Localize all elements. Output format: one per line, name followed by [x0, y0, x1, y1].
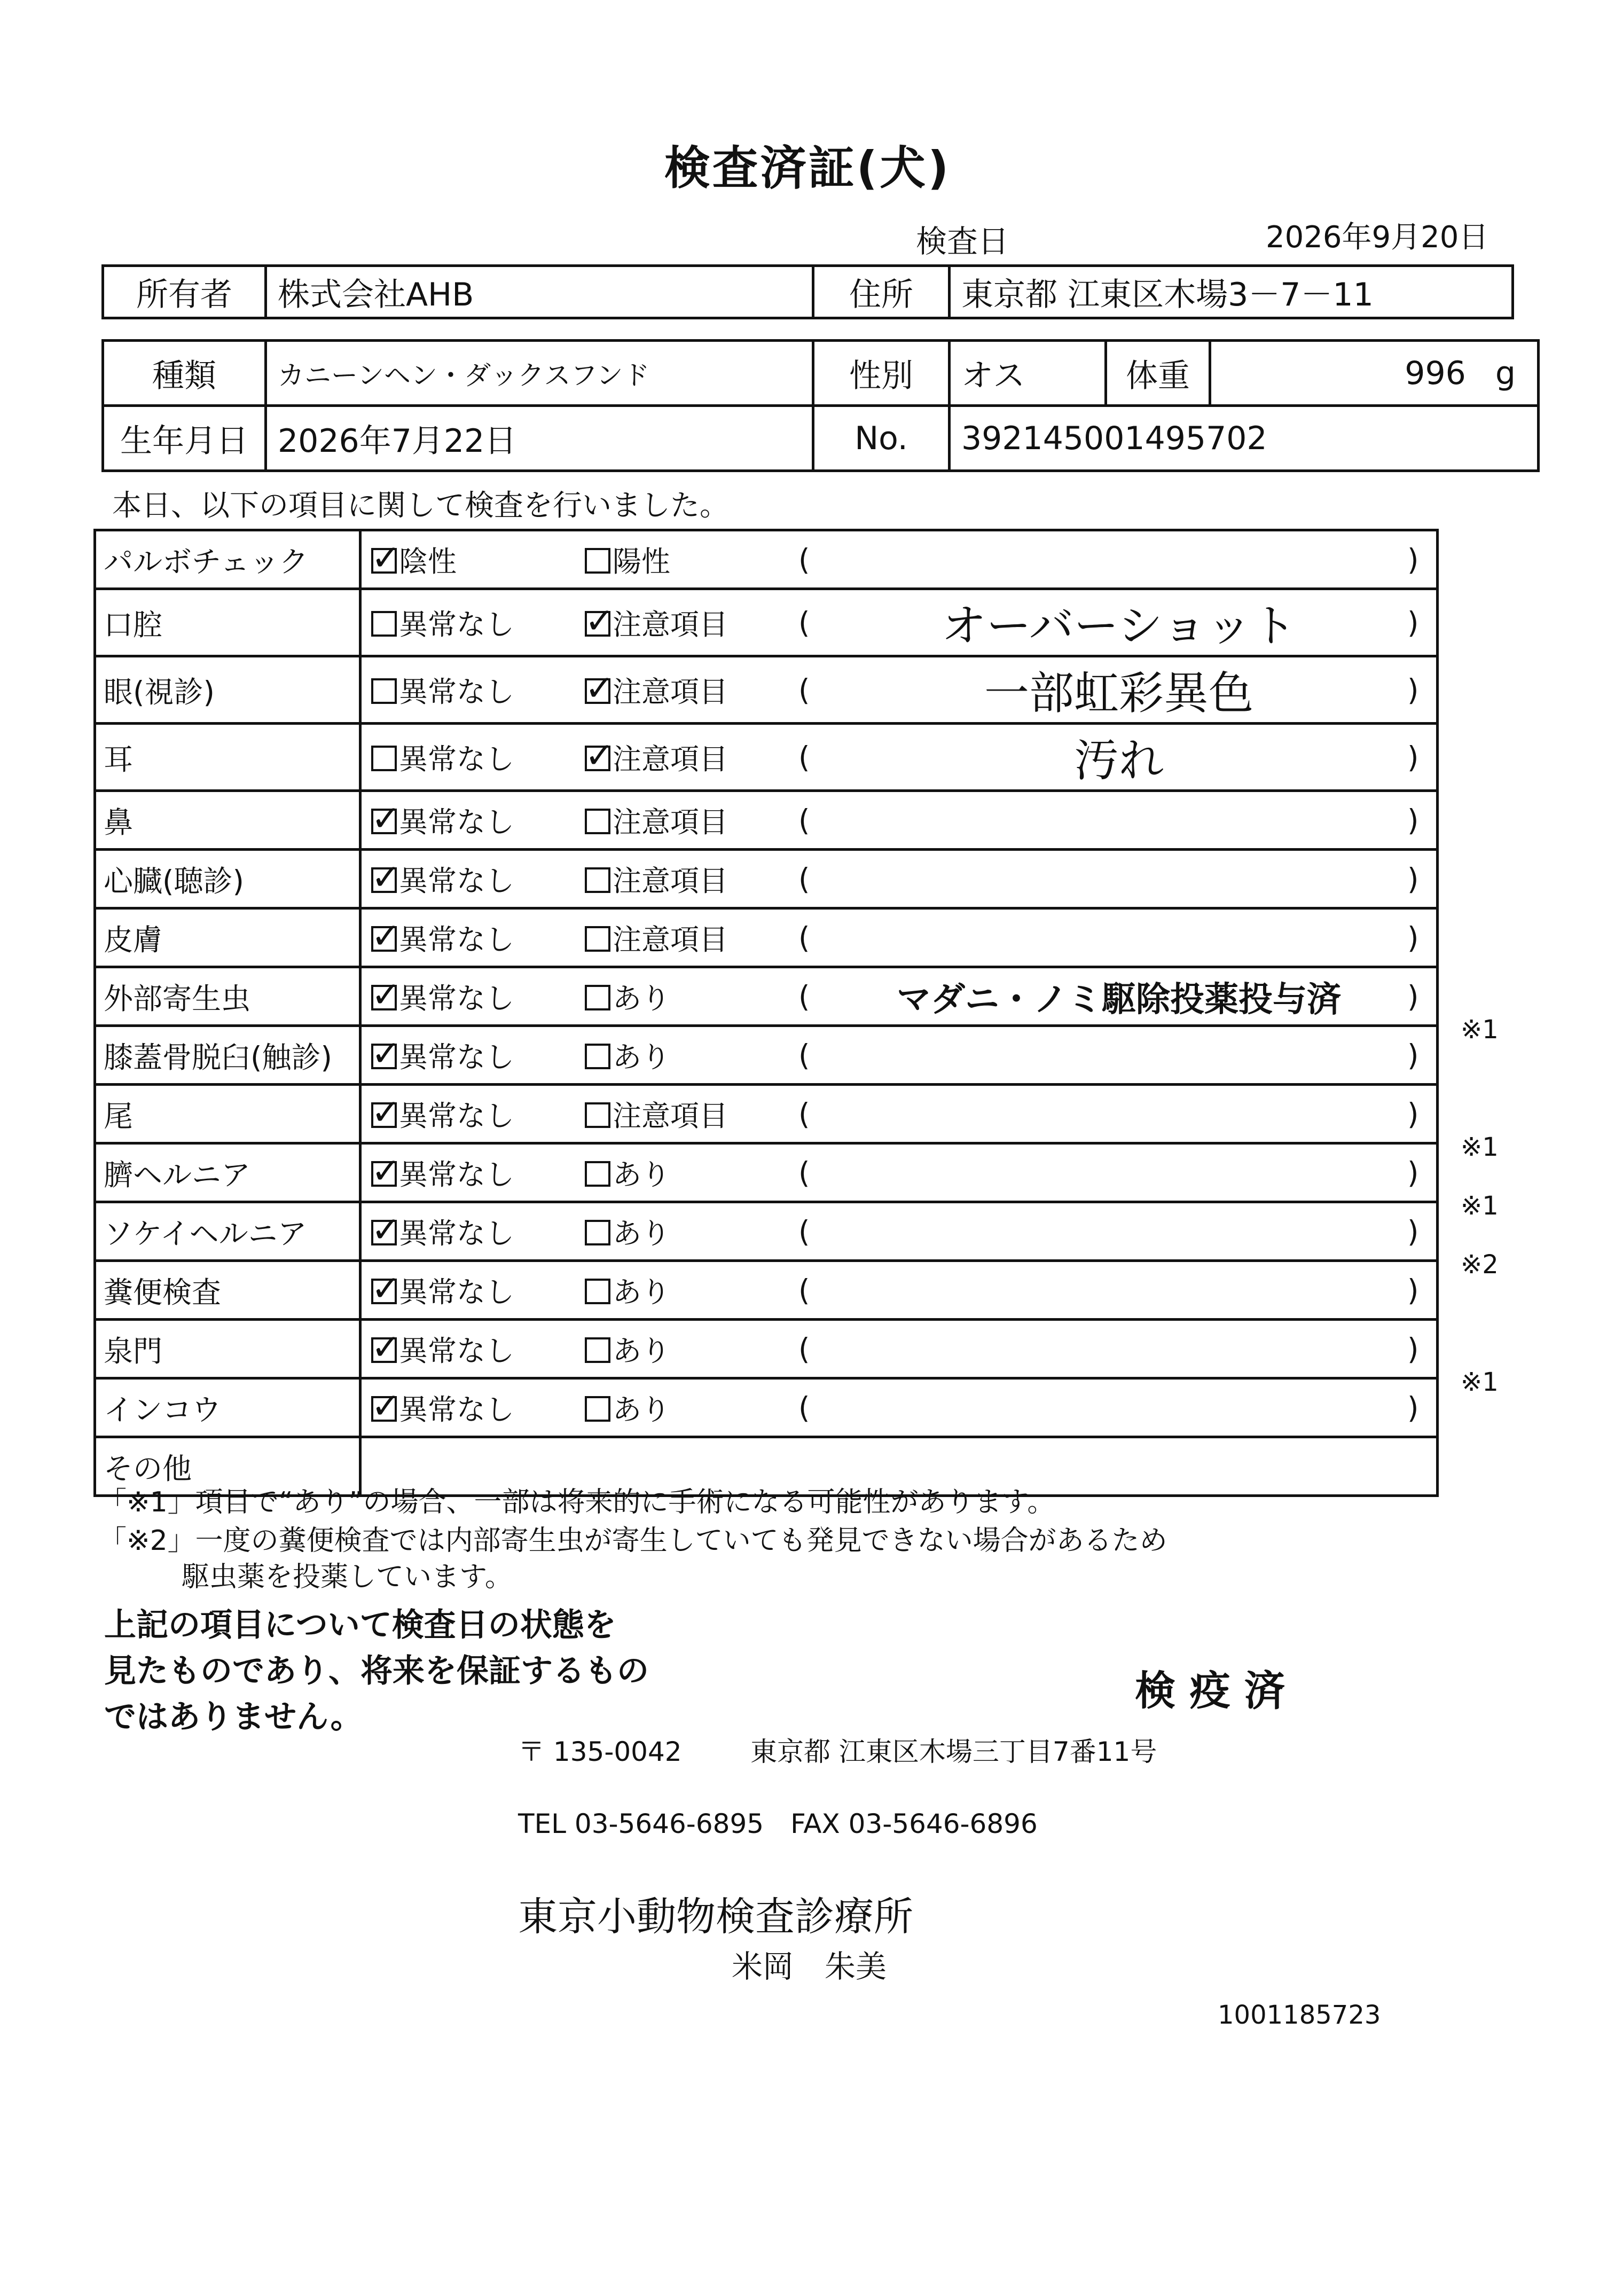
- paren-close: ): [1407, 1096, 1419, 1131]
- item-label: 耳: [104, 742, 134, 777]
- checkbox-option-1[interactable]: [371, 917, 585, 958]
- checklist-table: [93, 529, 1439, 1497]
- result-cell: [360, 656, 1438, 724]
- breed-label: 種類: [103, 341, 266, 406]
- checkbox-label: 注意項目: [613, 864, 728, 898]
- item-cell: [95, 908, 360, 967]
- checkbox-option-2[interactable]: [585, 1270, 798, 1311]
- paren-open: (: [798, 920, 810, 955]
- checkbox-option-2[interactable]: [585, 1328, 798, 1369]
- checkbox-icon[interactable]: [585, 668, 615, 709]
- paren-close: ): [1407, 1155, 1419, 1190]
- checkbox-option-2[interactable]: [585, 669, 798, 710]
- checklist-row: [95, 589, 1438, 656]
- result-cell: [360, 908, 1438, 967]
- item-cell: [95, 1378, 360, 1437]
- checkbox-label: 異常なし: [399, 923, 514, 957]
- checkbox-label: 異常なし: [399, 1217, 514, 1250]
- other-label: その他: [104, 1452, 192, 1486]
- checkbox-option-1[interactable]: [371, 669, 585, 710]
- paren-close: ): [1407, 542, 1419, 577]
- result-cell: [360, 530, 1438, 589]
- checkbox-icon[interactable]: [371, 915, 401, 957]
- item-cell: [95, 1202, 360, 1261]
- checkbox-label: 異常なし: [399, 1393, 514, 1427]
- checklist-row: [95, 656, 1438, 724]
- checklist-row: [95, 1378, 1438, 1437]
- checkbox-option-1[interactable]: [371, 1152, 585, 1193]
- checkbox-label: あり: [613, 1393, 670, 1427]
- checklist-row: [95, 791, 1438, 850]
- checkbox-label: あり: [613, 1275, 670, 1309]
- paren-open: (: [798, 1214, 810, 1249]
- checkbox-option-1[interactable]: [371, 1270, 585, 1311]
- item-label: 心臓(聴診): [104, 864, 244, 898]
- weight-unit: g: [1495, 354, 1516, 392]
- checkbox-option-2[interactable]: [585, 1035, 798, 1076]
- sex-label: 性別: [813, 341, 950, 406]
- result-cell: [360, 850, 1438, 908]
- paren-close: ): [1407, 803, 1419, 837]
- checkbox-icon[interactable]: [585, 867, 610, 893]
- paren-close: ): [1407, 605, 1419, 640]
- checkbox-option-2[interactable]: [585, 1211, 798, 1252]
- item-label: 膝蓋骨脱臼(触診): [104, 1040, 332, 1075]
- checklist-row: [95, 908, 1438, 967]
- checkbox-label: 注意項目: [613, 923, 728, 957]
- paren-open: (: [798, 1038, 810, 1072]
- paren-close: ): [1407, 740, 1419, 774]
- breed-value: カニーンヘン・ダックスフンド: [266, 341, 813, 406]
- checkbox-option-2[interactable]: [585, 800, 798, 841]
- checkbox-option-2[interactable]: [585, 1152, 798, 1193]
- checkbox-icon[interactable]: [585, 600, 615, 641]
- checkbox-label: 異常なし: [399, 864, 514, 898]
- owner-table: [101, 264, 1514, 319]
- result-cell: [360, 1026, 1438, 1085]
- checkbox-icon[interactable]: [585, 985, 610, 1010]
- intro-text: 本日、以下の項目に関して検査を行いました。: [112, 488, 730, 522]
- result-cell: [360, 589, 1438, 656]
- item-cell: [95, 791, 360, 850]
- checkbox-label: あり: [613, 982, 670, 1015]
- animal-table: [101, 339, 1540, 472]
- checkbox-option-2[interactable]: [585, 858, 798, 899]
- clinic-tel-fax: TEL 03-5646-6895 FAX 03-5646-6896: [518, 1808, 1038, 1839]
- checkbox-label: あり: [613, 1158, 670, 1192]
- row-note: ※1: [1461, 1191, 1499, 1221]
- checkbox-icon[interactable]: [585, 1044, 610, 1069]
- checklist-row: [95, 1202, 1438, 1261]
- item-label: 外部寄生虫: [104, 982, 251, 1016]
- item-label: 臍ヘルニア: [104, 1158, 251, 1192]
- check-mark-icon: ✓: [371, 1092, 401, 1133]
- item-label: 泉門: [104, 1334, 163, 1368]
- footnote-2-line-1: 「※2」一度の糞便検査では内部寄生虫が寄生していても発見できない場合があるため: [99, 1525, 1167, 1557]
- paren-open: (: [798, 1096, 810, 1131]
- checkbox-option-1[interactable]: [371, 800, 585, 841]
- check-mark-icon: ✓: [585, 735, 615, 776]
- item-cell: [95, 1026, 360, 1085]
- weight-label: 体重: [1106, 341, 1210, 406]
- paren-open: (: [798, 1273, 810, 1307]
- item-label: ソケイヘルニア: [104, 1217, 307, 1251]
- no-label: No.: [813, 406, 950, 471]
- result-cell: [360, 1202, 1438, 1261]
- checklist-row: [95, 967, 1438, 1026]
- checkbox-icon[interactable]: [585, 1337, 610, 1363]
- checkbox-icon[interactable]: [371, 1209, 401, 1250]
- row-note: ※2: [1461, 1250, 1499, 1280]
- checkbox-option-2[interactable]: [585, 736, 798, 778]
- item-label: インコウ: [104, 1393, 222, 1427]
- weight-cell: [1210, 341, 1539, 406]
- item-cell: [95, 967, 360, 1026]
- birth-value: 2026年7月22日: [266, 406, 813, 471]
- paren-close: ): [1407, 1038, 1419, 1072]
- checkbox-icon[interactable]: [371, 1268, 401, 1309]
- inspection-date: 2026年9月20日: [1266, 220, 1489, 255]
- result-cell: [360, 967, 1438, 1026]
- checkbox-label: 注意項目: [613, 675, 728, 709]
- checkbox-option-1[interactable]: [371, 1387, 585, 1428]
- checkbox-label: あり: [613, 1217, 670, 1250]
- checkbox-label: 異常なし: [399, 1275, 514, 1309]
- paren-close: ): [1407, 1331, 1419, 1366]
- paren-open: (: [798, 1390, 810, 1425]
- checkbox-label: 注意項目: [613, 1099, 728, 1133]
- checkbox-label: 陰性: [399, 545, 457, 578]
- result-cell: [360, 1143, 1438, 1202]
- checkbox-icon[interactable]: [585, 1279, 610, 1304]
- checkbox-icon[interactable]: [371, 611, 397, 637]
- check-mark-icon: ✓: [371, 1327, 401, 1368]
- comment-text: 汚れ: [1073, 734, 1164, 787]
- checklist-row: [95, 1261, 1438, 1320]
- paren-open: (: [798, 979, 810, 1014]
- checkbox-option-2[interactable]: [585, 1387, 798, 1428]
- item-label: パルボチェック: [104, 545, 309, 579]
- checkbox-icon[interactable]: [585, 735, 615, 776]
- checklist-row: [95, 1320, 1438, 1378]
- checklist-row: [95, 1026, 1438, 1085]
- checkbox-icon[interactable]: [585, 1161, 610, 1187]
- checklist-row: [95, 850, 1438, 908]
- check-mark-icon: ✓: [371, 537, 401, 578]
- paren-open: (: [798, 861, 810, 896]
- item-label: 尾: [104, 1099, 134, 1133]
- checkbox-icon[interactable]: [371, 746, 397, 771]
- paren-open: (: [798, 740, 810, 774]
- checkbox-option-1[interactable]: [371, 976, 585, 1017]
- check-mark-icon: ✓: [371, 1033, 401, 1074]
- comment-text: マダニ・ノミ駆除投薬投与済: [897, 979, 1341, 1020]
- checkbox-label: 異常なし: [399, 742, 514, 776]
- check-mark-icon: ✓: [585, 600, 615, 641]
- checkbox-option-2[interactable]: [585, 539, 798, 580]
- item-cell: [95, 724, 360, 791]
- checkbox-option-1[interactable]: [371, 1035, 585, 1076]
- check-mark-icon: ✓: [585, 668, 615, 709]
- address-value: 東京都 江東区木場3－7－11: [950, 266, 1513, 318]
- checkbox-option-1[interactable]: [371, 858, 585, 899]
- checkbox-label: 異常なし: [399, 675, 514, 709]
- paren-close: ): [1407, 1390, 1419, 1425]
- checkbox-icon[interactable]: [371, 1150, 401, 1192]
- checkbox-icon[interactable]: [585, 1220, 610, 1245]
- sex-value: オス: [950, 341, 1106, 406]
- paren-close: ): [1407, 979, 1419, 1014]
- item-label: 口腔: [104, 608, 163, 642]
- checkbox-label: 異常なし: [399, 1334, 514, 1368]
- checkbox-icon[interactable]: [371, 1033, 401, 1074]
- paren-close: ): [1407, 672, 1419, 707]
- checkbox-icon[interactable]: [371, 1385, 401, 1427]
- checkbox-icon[interactable]: [585, 809, 610, 834]
- paren-open: (: [798, 605, 810, 640]
- row-note: ※1: [1461, 1367, 1499, 1397]
- paren-close: ): [1407, 920, 1419, 955]
- checkbox-label: 注意項目: [613, 805, 728, 839]
- checkbox-label: あり: [613, 1040, 670, 1074]
- owner-value: 株式会社AHB: [266, 266, 813, 318]
- address-label: 住所: [813, 266, 950, 318]
- result-cell: [360, 1085, 1438, 1143]
- checkbox-label: 異常なし: [399, 1040, 514, 1074]
- footnote-1: 「※1」項目で“あり”の場合、一部は将来的に手術になる可能性があります。: [99, 1486, 1055, 1518]
- checkbox-label: 異常なし: [399, 982, 514, 1015]
- footnote-2-line-2: 駆虫薬を投薬しています。: [182, 1561, 513, 1593]
- inspection-date-label: 検査日: [916, 223, 1009, 260]
- paren-open: (: [798, 1155, 810, 1190]
- item-label: 糞便検査: [104, 1275, 222, 1310]
- checkbox-icon[interactable]: [371, 1327, 401, 1368]
- checkbox-icon[interactable]: [585, 926, 610, 952]
- paren-open: (: [798, 803, 810, 837]
- checkbox-option-2[interactable]: [585, 602, 798, 643]
- item-cell: [95, 1320, 360, 1378]
- checkbox-option-1[interactable]: [371, 539, 585, 580]
- item-label: 皮膚: [104, 923, 163, 957]
- checkbox-option-2[interactable]: [585, 976, 798, 1017]
- document-title: 検査済証(犬): [664, 142, 951, 195]
- birth-label: 生年月日: [103, 406, 266, 471]
- item-cell: [95, 589, 360, 656]
- checkbox-icon[interactable]: [371, 974, 401, 1015]
- check-mark-icon: ✓: [371, 1209, 401, 1250]
- weight-value: 996: [1405, 354, 1466, 392]
- checkbox-option-2[interactable]: [585, 1093, 798, 1134]
- row-note: ※1: [1461, 1015, 1499, 1045]
- checkbox-label: 異常なし: [399, 805, 514, 839]
- checkbox-icon[interactable]: [371, 678, 397, 704]
- item-cell: [95, 656, 360, 724]
- result-cell: [360, 791, 1438, 850]
- result-cell: [360, 1261, 1438, 1320]
- checkbox-option-1[interactable]: [371, 736, 585, 778]
- checklist-row: [95, 1085, 1438, 1143]
- check-mark-icon: ✓: [371, 974, 401, 1015]
- check-mark-icon: ✓: [371, 915, 401, 957]
- result-cell: [360, 1378, 1438, 1437]
- disclaimer: [104, 1602, 649, 1740]
- paren-close: ): [1407, 1214, 1419, 1249]
- checkbox-option-1[interactable]: [371, 602, 585, 643]
- item-cell: [95, 530, 360, 589]
- checkbox-icon[interactable]: [585, 1396, 610, 1422]
- owner-label: 所有者: [103, 266, 266, 318]
- clinic-address: 東京都 江東区木場三丁目7番11号: [750, 1736, 1157, 1767]
- checklist-row: [95, 530, 1438, 589]
- checkbox-option-2[interactable]: [585, 917, 798, 958]
- checkbox-label: 注意項目: [613, 742, 728, 776]
- check-mark-icon: ✓: [371, 1385, 401, 1427]
- clinic-name: 東京小動物検査診療所: [518, 1894, 913, 1940]
- item-label: 鼻: [104, 805, 134, 840]
- checkbox-label: 異常なし: [399, 1099, 514, 1133]
- item-label: 眼(視診): [104, 675, 215, 709]
- document-number: 1001185723: [1218, 2000, 1381, 2030]
- clinic-person: 米岡 朱美: [732, 1948, 887, 1985]
- result-cell: [360, 724, 1438, 791]
- checkbox-label: あり: [613, 1334, 670, 1368]
- item-cell: [95, 1085, 360, 1143]
- checkbox-option-1[interactable]: [371, 1093, 585, 1134]
- check-mark-icon: ✓: [371, 857, 401, 898]
- check-mark-icon: ✓: [371, 1150, 401, 1192]
- checkbox-option-1[interactable]: [371, 1211, 585, 1252]
- comment-text: オーバーショット: [941, 600, 1297, 652]
- item-cell: [95, 1143, 360, 1202]
- result-cell: [360, 1320, 1438, 1378]
- checkbox-icon[interactable]: [585, 548, 610, 574]
- paren-open: (: [798, 542, 810, 577]
- checkbox-label: 異常なし: [399, 608, 514, 641]
- paren-close: ): [1407, 861, 1419, 896]
- disclaimer-line: 上記の項目について検査日の状態を: [104, 1607, 616, 1644]
- disclaimer-line: ではありません。: [104, 1698, 363, 1736]
- row-note: ※1: [1461, 1132, 1499, 1162]
- item-cell: [95, 850, 360, 908]
- disclaimer-line: 見たものであり、将来を保証するもの: [104, 1652, 649, 1690]
- checklist-row: [95, 1143, 1438, 1202]
- checkbox-label: 陽性: [613, 545, 670, 578]
- comment-text: 一部虹彩異色: [984, 667, 1253, 719]
- checkbox-icon[interactable]: [371, 537, 401, 578]
- checkbox-label: 注意項目: [613, 608, 728, 641]
- no-value: 392145001495702: [950, 406, 1539, 471]
- paren-close: ): [1407, 1273, 1419, 1307]
- item-cell: [95, 1261, 360, 1320]
- checkbox-icon[interactable]: [585, 1102, 610, 1128]
- quarantine-stamp: 検 疫 済: [1135, 1667, 1285, 1714]
- check-mark-icon: ✓: [371, 1268, 401, 1309]
- clinic-postal: 〒 135-0042: [518, 1736, 682, 1767]
- checkbox-icon[interactable]: [371, 798, 401, 839]
- checkbox-label: 異常なし: [399, 1158, 514, 1192]
- paren-open: (: [798, 1331, 810, 1366]
- checkbox-option-1[interactable]: [371, 1328, 585, 1369]
- checkbox-icon[interactable]: [371, 857, 401, 898]
- check-mark-icon: ✓: [371, 798, 401, 839]
- checkbox-icon[interactable]: [371, 1092, 401, 1133]
- paren-open: (: [798, 672, 810, 707]
- checklist-row: [95, 724, 1438, 791]
